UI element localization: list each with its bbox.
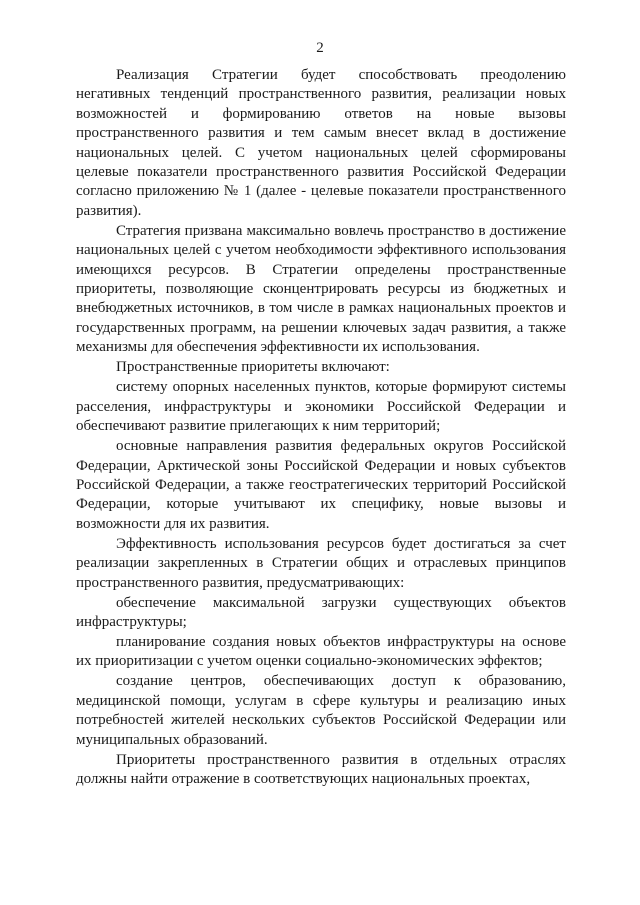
document-body	[76, 66, 566, 789]
page-number: 2	[316, 40, 324, 56]
paragraph: Эффективность использования ресурсов будет достигаться за счет реализации закрепленных в Стратегии общих и отраслевых принципов пространственного развития, предусматривающих:	[76, 535, 566, 591]
list-item: планирование создания новых объектов инфраструктуры на основе их приоритизации с учетом оценки социально-экономических эффектов;	[76, 633, 566, 670]
list-item: обеспечение максимальной загрузки существующих объектов инфраструктуры;	[76, 594, 566, 630]
list-item: основные направления развития федеральных округов Российской Федерации, Арктической зоны Российской Федерации и новых субъектов Российской Федерации, а также геостратегических территорий Российской Федерации, которые учитывают их специфику, новые вызовы и возможности для их развития.	[76, 438, 566, 532]
paragraph: Пространственные приоритеты включают:	[116, 359, 390, 376]
paragraph: Стратегия призвана максимально вовлечь пространство в достижение национальных целей с учетом необходимости эффективного использования имеющихся ресурсов. В Стратегии определены пространственные приоритеты, позволяющие сконцентрировать ресурсы из бюджетных и внебюджетных источников, в том числе в рамках национальных проектов и государственных программ, на решении ключевых задач развития, а также механизмы для обеспечения эффективности их использования.	[76, 222, 566, 356]
paragraph: Реализация Стратегии будет способствовать преодолению негативных тенденций пространственного развития, реализации новых возможностей и формированию ответов на новые вызовы пространственного развития и тем самым внесет вклад в достижение национальных целей. С учетом национальных целей сформированы целевые показатели пространственного развития Российской Федерации согласно приложению № 1 (далее - целевые показатели пространственного развития).	[76, 67, 566, 219]
list-item: создание центров, обеспечивающих доступ к образованию, медицинской помощи, услугам в сфере культуры и реализацию иных потребностей жителей нескольких субъектов Российской Федерации или муниципальных образований.	[76, 673, 566, 748]
list-item: систему опорных населенных пунктов, которые формируют системы расселения, инфраструктуры и экономики Российской Федерации и обеспечивают развитие прилегающих к ним территорий;	[76, 379, 566, 435]
paragraph: Приоритеты пространственного развития в отдельных отраслях должны найти отражение в соответствующих национальных проектах,	[76, 751, 566, 787]
